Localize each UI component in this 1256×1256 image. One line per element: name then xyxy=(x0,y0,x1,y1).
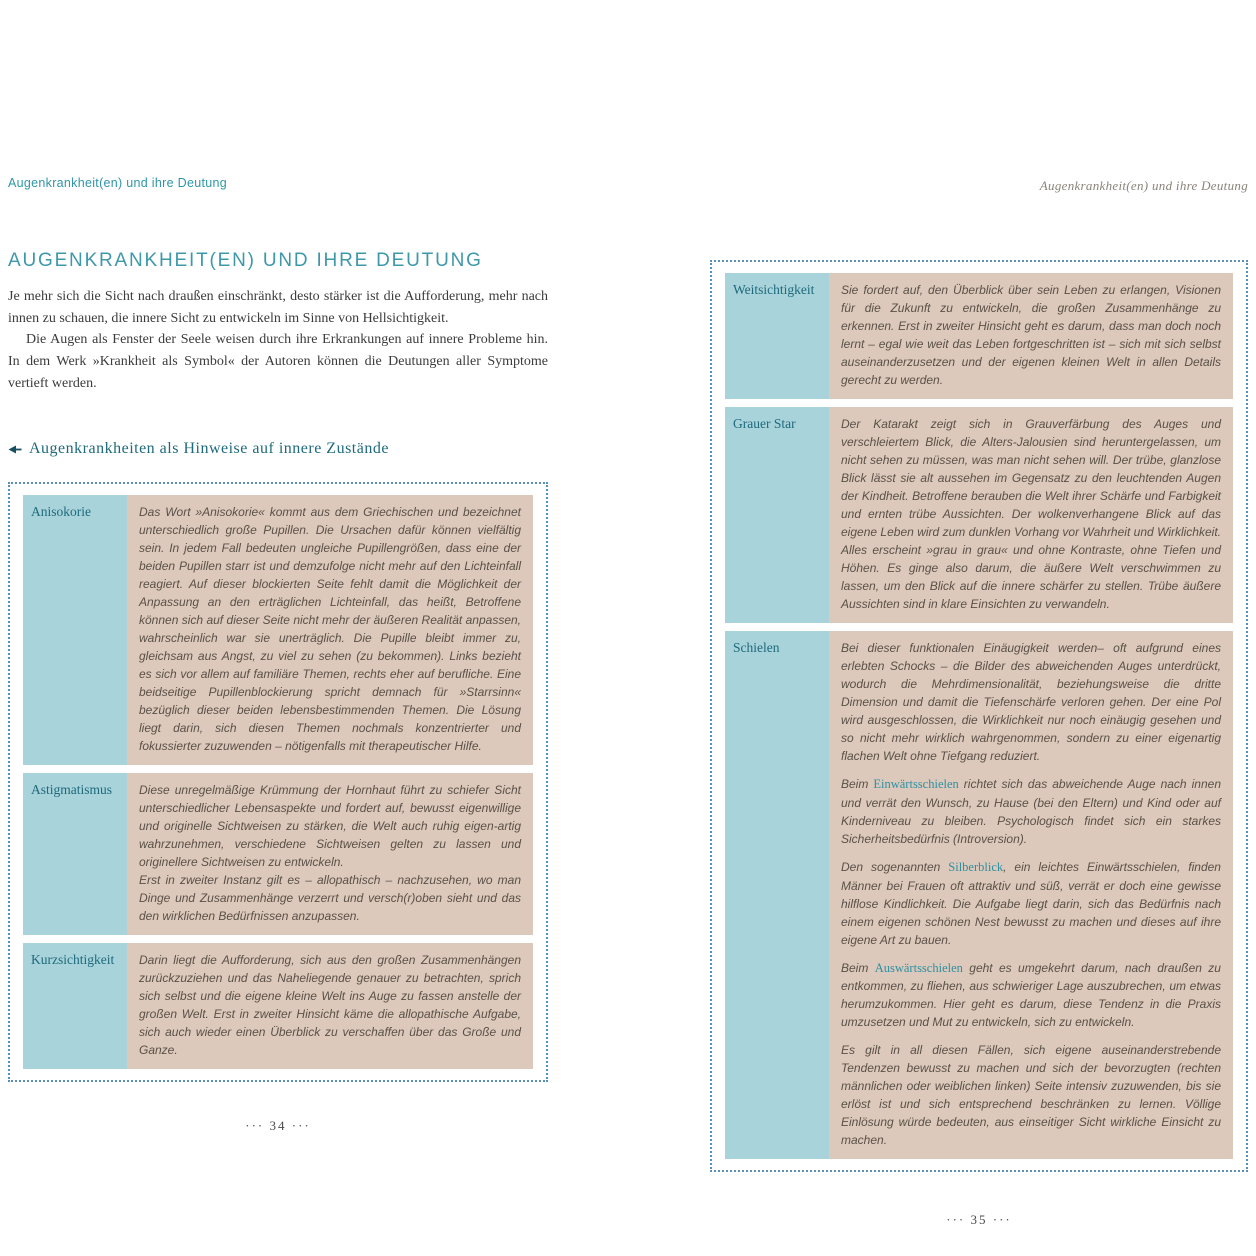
description-paragraph: Darin liegt die Aufforderung, sich aus den großen Zusammenhängen zurückzuziehen und das Naheliegende genauer zu betrachten, sprich sich selbst und die eigene kleine Welt ins Auge zu fassen anstelle der großen Welt. Erst in zweiter Hinsicht käme die allopathische Aufgabe, sich auch wieder einen Überblick zu verschaffen über das Große und Ganze. xyxy=(139,953,521,1058)
table-row xyxy=(23,943,533,1069)
table-row xyxy=(23,495,533,765)
highlight-term: Silberblick xyxy=(948,859,1004,874)
section-heading xyxy=(8,440,548,458)
condition-label: Anisokorie xyxy=(23,495,127,765)
conditions-table-right xyxy=(710,260,1248,1172)
highlight-term: Einwärtsschielen xyxy=(873,777,959,791)
section-heading-label: Augenkrankheiten als Hinweise auf innere Zustände xyxy=(29,440,389,458)
description-paragraph: Beim Einwärtsschielen richtet sich das abweichende Auge nach innen und verrät den Wunsch, zu Hause (bei den Eltern) und Kind oder auf Kinderniveau zu bleiben. Psychologisch findet sich ein starkes Sicherheitsbedürfnis (Introversion). xyxy=(841,777,1221,846)
intro-paragraph: Die Augen als Fenster der Seele weisen durch ihre Erkrankungen auf innere Probleme hin. In dem Werk »Krankheit als Symbol« der Autoren können die Deutungen aller Symptome vertieft werden. xyxy=(8,332,548,391)
description-paragraph: Bei dieser funktionalen Einäugigkeit werden– oft aufgrund eines erlebten Schocks – die Bilder des abweichenden Auges unterdrückt, wodurch die Mehrdimensionalität, beziehungsweise die dritte Dimension und damit die Tiefenschärfe verloren gehen. Der eine Pol wird ausgeschlossen, die Wirklichkeit nur noch einäugig gesehen und so nicht mehr wirklich wahrgenommen, sondern zu einer eigenartig flachen Welt ohne Tiefgang reduziert. xyxy=(841,641,1221,763)
description-paragraph: Beim Auswärtsschielen geht es umgekehrt darum, nach draußen zu entkommen, zu fliehen, aus schwieriger Lage auszubrechen, um etwas herumzukommen. Hier geht es darum, diese Tendenz in die Praxis umzusetzen und Mut zu entwickeln, sich zu entwickeln. xyxy=(841,960,1221,1030)
page-number-left: ··· 34 ··· xyxy=(245,1118,311,1134)
description-paragraph: Diese unregelmäßige Krümmung der Hornhaut führt zu schiefer Sicht unterschiedlicher Lebensaspekte und fordert auf, bewusst eigenwillige und originelle Sichtweisen zu stärken, die Welt auch ruhig eigen-artig wahrzunehmen, verschiedene Sichtweisen gelten zu lassen und originellere Sichtweisen zu entwickeln. xyxy=(139,783,521,870)
page-left xyxy=(8,176,548,1134)
page-right xyxy=(710,178,1248,1228)
condition-description xyxy=(127,773,533,935)
page-title: AUGENKRANKHEIT(EN) UND IHRE DEUTUNG xyxy=(8,250,483,271)
running-head-left: Augenkrankheit(en) und ihre Deutung xyxy=(8,176,227,190)
running-head-right: Augenkrankheit(en) und ihre Deutung xyxy=(1039,178,1248,193)
conditions-table-left xyxy=(8,482,548,1082)
condition-label: Schielen xyxy=(725,631,829,1159)
description-paragraph: Erst in zweiter Instanz gilt es – allopathisch – nachzusehen, wo man Dinge und Zusammenhänge verzerrt und versch(r)oben sieht und das den wirklichen Bedürfnissen anzupassen. xyxy=(139,873,521,924)
description-paragraph: Sie fordert auf, den Überblick über sein Leben zu erlangen, Visionen für die Zukunft zu entwickeln, die großen Zusammenhänge zu erkennen. Erst in zweiter Hinsicht geht es darum, dass man doch noch lernt – egal wie weit das Leben fortgeschritten ist – sich mit sich selbst auseinanderzusetzen und der eigenen kleinen Welt in allen Details gerecht zu werden. xyxy=(841,283,1221,387)
description-paragraph: Den sogenannten Silberblick, ein leichtes Einwärtsschielen, finden Männer bei Frauen oft attraktiv und süß, verrät er doch eine gewisse hilflose Kindlichkeit. Die Aufgabe liegt darin, sich das Bedürfnis nach einem eigenen schönen Nest bewusst zu machen und dieses auf ihre eigene Art zu bauen. xyxy=(841,859,1221,947)
table-row xyxy=(725,407,1233,623)
description-paragraph: Es gilt in all diesen Fällen, sich eigene auseinanderstrebende Tendenzen bewusst zu machen und sich der bevorzugten (rechten männlichen oder weiblichen linken) Seite intensiv zuzuwenden, bis sie erlöst ist und sich entsprechend beschränken zu lernen. Völlige Einlösung würde bedeuten, aus einseitiger Sicht wirkliche Einsicht zu machen. xyxy=(841,1043,1221,1148)
page-number-right: ··· 35 ··· xyxy=(946,1212,1012,1228)
condition-description xyxy=(127,943,533,1069)
condition-label: Astigmatismus xyxy=(23,773,127,935)
condition-description xyxy=(829,631,1233,1159)
condition-label: Kurzsichtigkeit xyxy=(23,943,127,1069)
table-row xyxy=(23,773,533,935)
condition-label: Weitsichtigkeit xyxy=(725,273,829,399)
condition-description xyxy=(127,495,533,765)
table-row xyxy=(725,631,1233,1159)
description-paragraph: Das Wort »Anisokorie« kommt aus dem Griechischen und bezeichnet unterschiedlich große Pupillen. Die Ursachen dafür können vielfältig sein. In jedem Fall bedeuten ungleiche Pupillengrößen, dass eine der beiden Pupillen starr ist und demzufolge nicht mehr auf den Lichteinfall reagiert. Auf dieser blockierten Seite fehlt damit die Möglichkeit der Anpassung an den erträglichen Lichteinfall, das heißt, Betroffene können sich auf dieser Seite nicht mehr der äußeren Realität anpassen, wahrscheinlich war sie unerträglich. Die Pupille bleibt immer zu, gleichsam aus Angst, zu viel zu sehen (zu bekommen). Links bezieht es sich vor allem auf familiäre Themen, rechts eher auf berufliche. Eine beidseitige Pupillenblockierung spricht demnach für »Starrsinn« bezüglich dieser beiden lebensbestimmenden Themen. Die Lösung liegt darin, sich diesen Themen nochmals konzentrierter und fokussierter zuzuwenden – nötigenfalls mit therapeutischer Hilfe. xyxy=(139,505,521,754)
condition-description xyxy=(829,273,1233,399)
table-row xyxy=(725,273,1233,399)
intro-paragraph: Je mehr sich die Sicht nach draußen einschränkt, desto stärker ist die Aufforderung, mehr nach innen zu schauen, die innere Sicht zu entwickeln im Sinne von Hellsichtigkeit. xyxy=(8,289,548,326)
intro-text xyxy=(8,286,548,394)
condition-description xyxy=(829,407,1233,623)
description-paragraph: Der Katarakt zeigt sich in Grauverfärbung des Auges und verschleiertem Blick, die Alters-Jalousien sind heruntergelassen, um nicht sehen zu müssen, was man nicht sehen will. Der trübe, glanzlose Blick lässt sie alt aussehen im Gegensatz zu den leuchtenden Augen der Kindheit. Betroffene berauben die Welt ihrer Schärfe und Farbigkeit und ernten trübe Aussichten. Der wolkenverhangene Blick auf das eigene Leben wird zum dunklen Vorhang vor Wahrheit und Wirklichkeit. Alles erscheint »grau in grau« und ohne Kontraste, ohne Tiefen und Höhen. Es ginge also darum, die äußere Welt verschwimmen zu lassen, um den Blick auf die innere schärfer zu stellen. Trübe äußere Aussichten sind in klare Einsichten zu verwandeln. xyxy=(841,417,1221,611)
condition-label: Grauer Star xyxy=(725,407,829,623)
highlight-term: Auswärtsschielen xyxy=(874,960,963,975)
left-arrow-icon xyxy=(8,445,22,454)
